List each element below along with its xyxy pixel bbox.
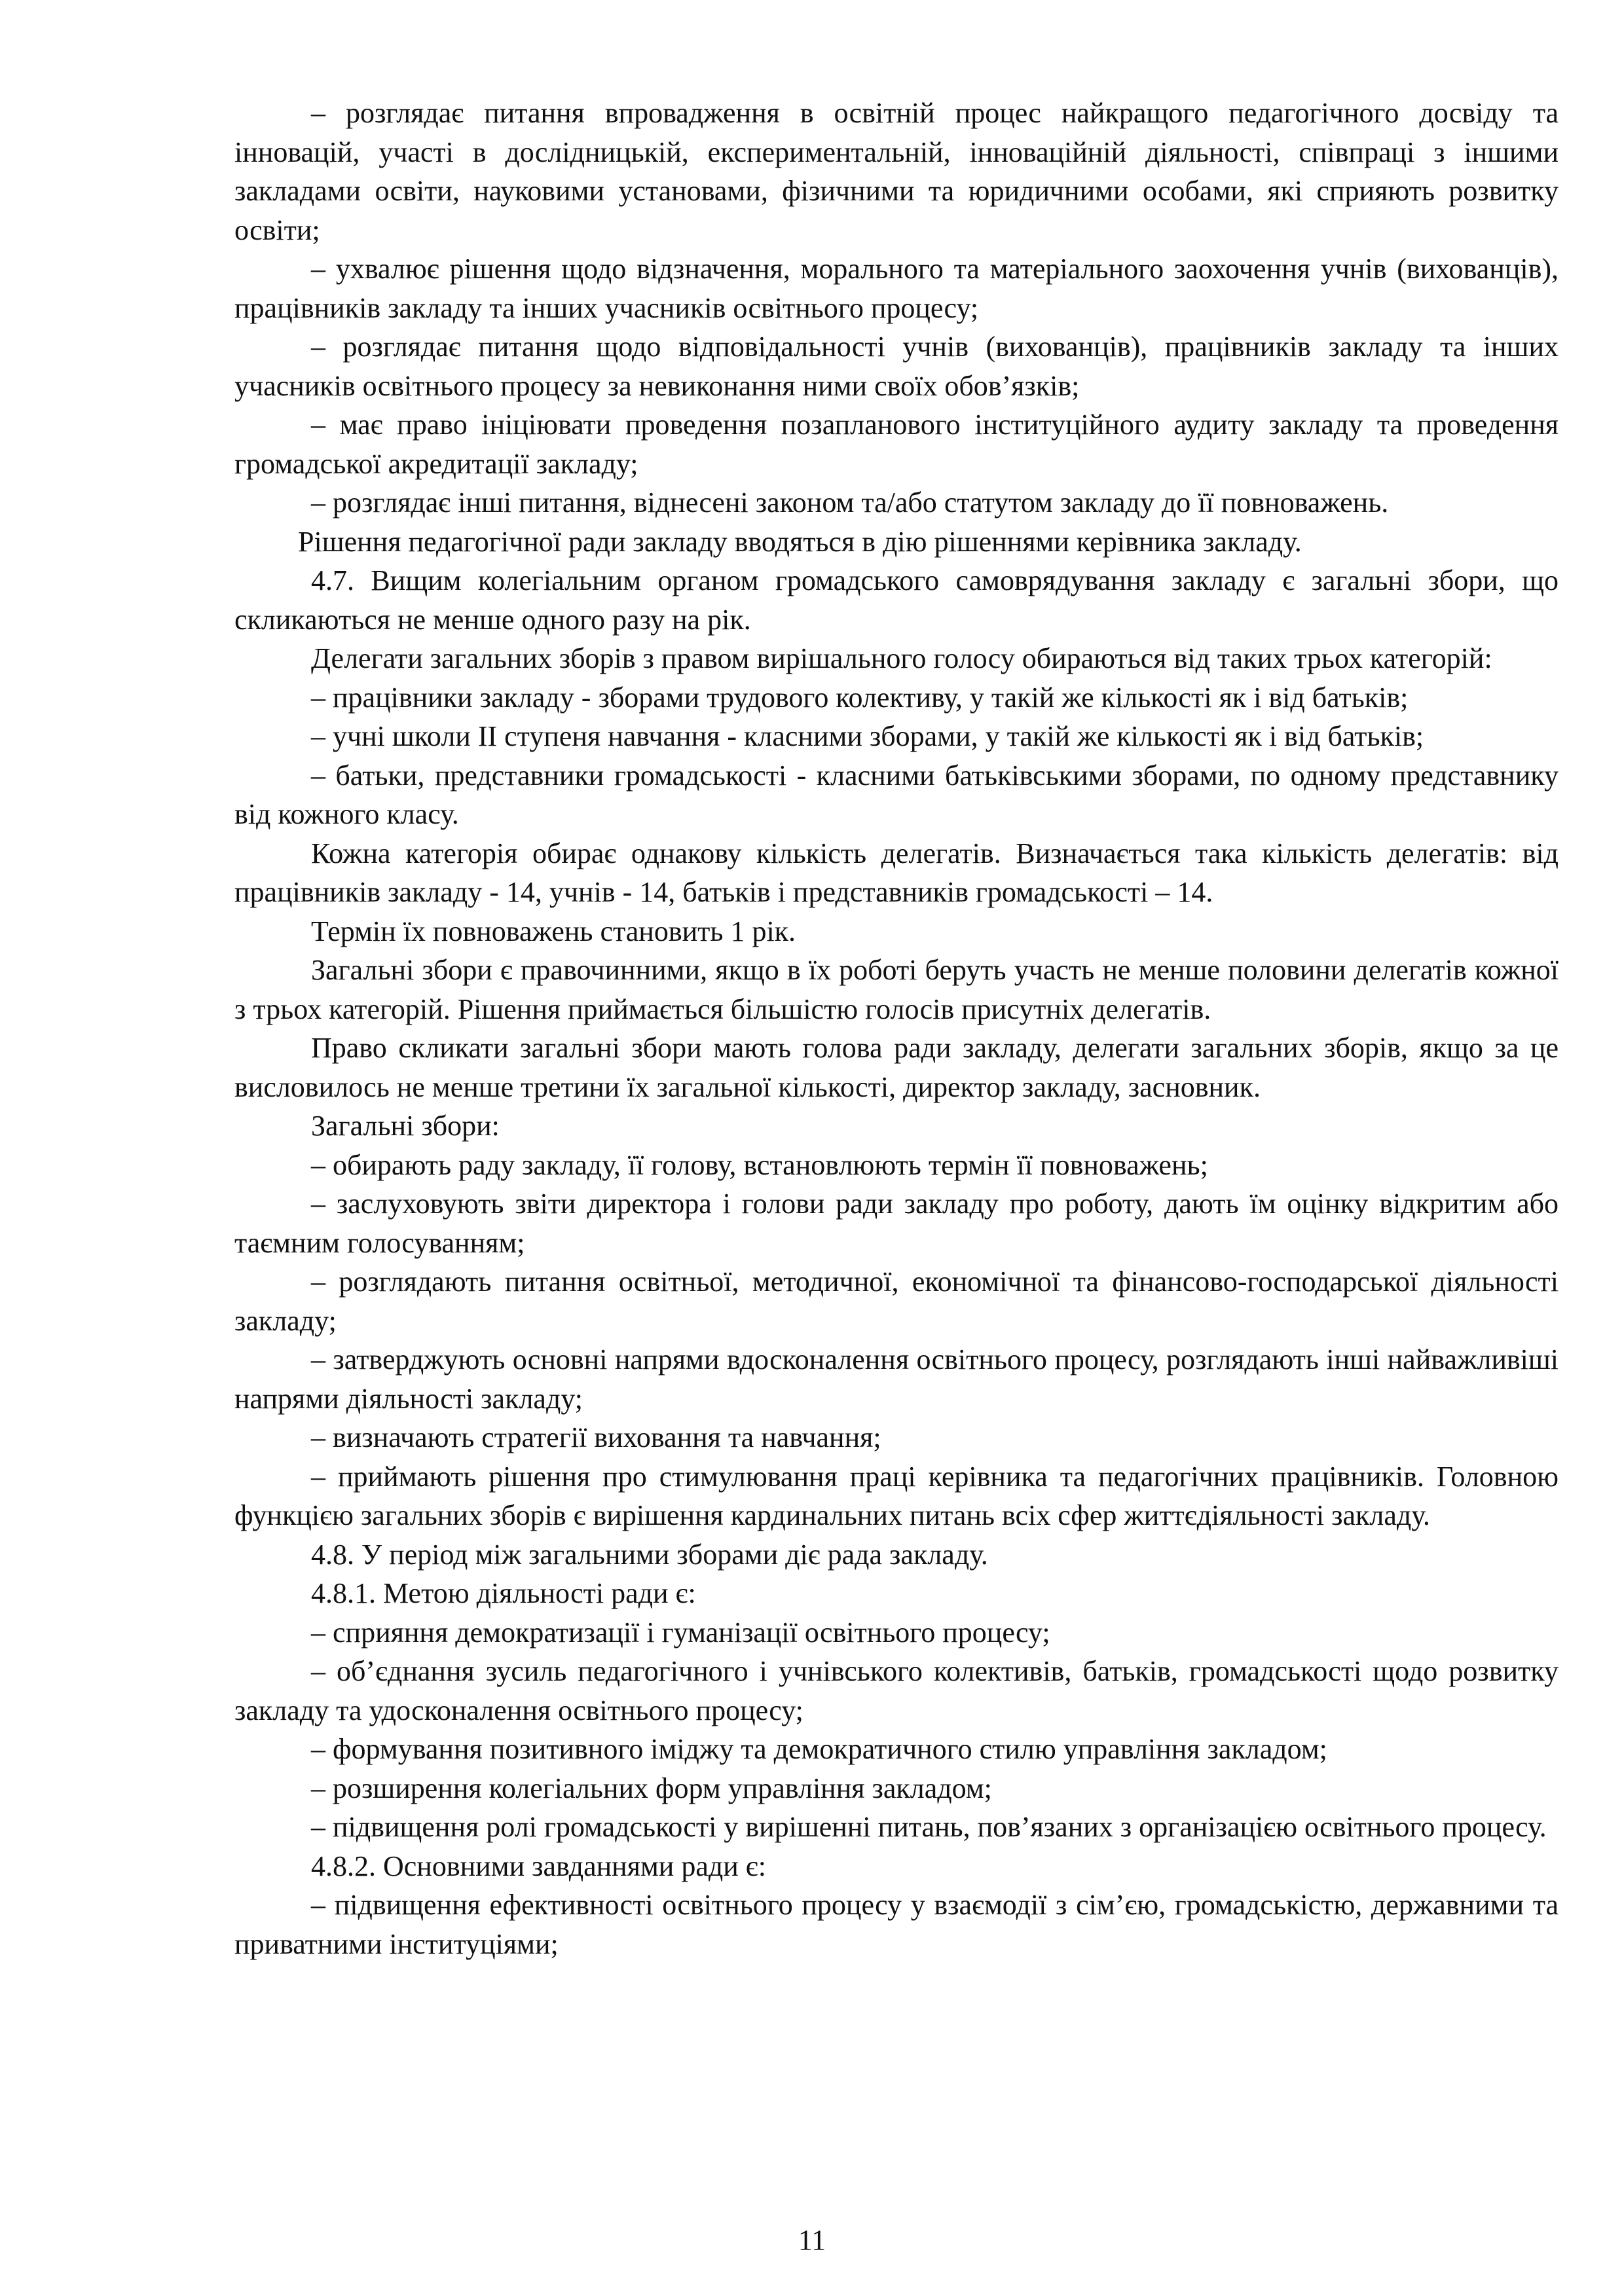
paragraph: – заслуховують звіти директора і голови ради закладу про роботу, дають їм оцінку відкритим або таємним голосуванням;	[234, 1188, 1559, 1259]
paragraph: – формування позитивного іміджу та демократичного стилю управління закладом;	[311, 1733, 1327, 1765]
paragraph: Термін їх повноважень становить 1 рік.	[311, 915, 796, 947]
text-column	[234, 94, 1559, 1963]
paragraph: 4.8. У період між загальними зборами діє рада закладу.	[311, 1538, 988, 1571]
paragraph: – розглядають питання освітньої, методичної, економічної та фінансово-господарської діяльності закладу;	[234, 1266, 1559, 1337]
paragraph: – підвищення ролі громадськості у вирішенні питань, пов’язаних з організацією освітнього процесу.	[311, 1811, 1547, 1843]
paragraph: – сприяння демократизації і гуманізації освітнього процесу;	[311, 1616, 1050, 1649]
paragraph: – визначають стратегії виховання та навчання;	[311, 1421, 881, 1453]
paragraph: 4.7. Вищим колегіальним органом громадського самоврядування закладу є загальні збори, що скликаються не менше одного разу на рік.	[234, 564, 1559, 636]
paragraph: – працівники закладу - зборами трудового колективу, у такій же кількості як і від батьків;	[311, 681, 1409, 714]
paragraph: – затверджують основні напрями вдосконалення освітнього процесу, розглядають інші найважливіші напрями діяльності закладу;	[234, 1343, 1559, 1415]
paragraph: – обирають раду закладу, її голову, встановлюють термін її повноважень;	[311, 1148, 1208, 1181]
paragraph: Загальні збори:	[311, 1110, 500, 1142]
paragraph: – розглядає питання щодо відповідальності учнів (вихованців), працівників закладу та інших учасників освітнього процесу за невиконання ними своїх обов’язків;	[234, 331, 1559, 402]
paragraph: 4.8.2. Основними завданнями ради є:	[311, 1850, 766, 1882]
paragraph: – має право ініціювати проведення позапланового інституційного аудиту закладу та проведення громадської акредитації закладу;	[234, 409, 1559, 480]
paragraph: Рішення педагогічної ради закладу вводяться в дію рішеннями керівника закладу.	[298, 525, 1302, 558]
paragraph: – приймають рішення про стимулювання праці керівника та педагогічних працівників. Головною функцією загальних зборів є вирішення кардинальних питань всіх сфер життєдіяльності закладу.	[234, 1460, 1559, 1531]
paragraph: – підвищення ефективності освітнього процесу у взаємодії з сім’єю, громадськістю, державними та приватними інституціями;	[234, 1889, 1559, 1960]
paragraph: Право скликати загальні збори мають голова ради закладу, делегати загальних зборів, якщо за це висловилось не менше третини їх загальної кількості, директор закладу, засновник.	[234, 1032, 1559, 1103]
paragraph: 4.8.1. Метою діяльності ради є:	[311, 1577, 696, 1609]
paragraph: – батьки, представники громадськості - класними батьківськими зборами, по одному представнику від кожного класу.	[234, 759, 1559, 830]
paragraph: – учні школи ІІ ступеня навчання - класними зборами, у такій же кількості як і від батьків;	[311, 720, 1424, 752]
paragraph: – розглядає питання впровадження в освітній процес найкращого педагогічного досвіду та інновацій, участі в дослідницькій, експериментальній, інноваційній діяльності, співпраці з іншими закладами освіти, науковими установами, фізичними та юридичними особами, які сприяють розвитку освіти;	[234, 97, 1559, 246]
page-number: 11	[798, 2224, 826, 2256]
paragraph: – розглядає інші питання, віднесені законом та/або статутом закладу до її повноважень.	[311, 486, 1389, 519]
paragraph: Кожна категорія обирає однакову кількість делегатів. Визначається така кількість делегатів: від працівників закладу - 14, учнів - 14, батьків і представників громадськості – 14.	[234, 837, 1559, 908]
paragraph: – об’єднання зусиль педагогічного і учнівського колективів, батьків, громадськості щодо розвитку закладу та удосконалення освітнього процесу;	[234, 1655, 1559, 1726]
paragraph: Делегати загальних зборів з правом вирішального голосу обираються від таких трьох категорій:	[311, 642, 1492, 674]
paragraph: – ухвалює рішення щодо відзначення, морального та матеріального заохочення учнів (вихованців), працівників закладу та інших учасників освітнього процесу;	[234, 253, 1559, 324]
paragraph: – розширення колегіальних форм управління закладом;	[311, 1772, 992, 1804]
paragraph: Загальні збори є правочинними, якщо в їх роботі беруть участь не менше половини делегатів кожної з трьох категорій. Рішення приймається більшістю голосів присутніх делегатів.	[234, 954, 1559, 1025]
